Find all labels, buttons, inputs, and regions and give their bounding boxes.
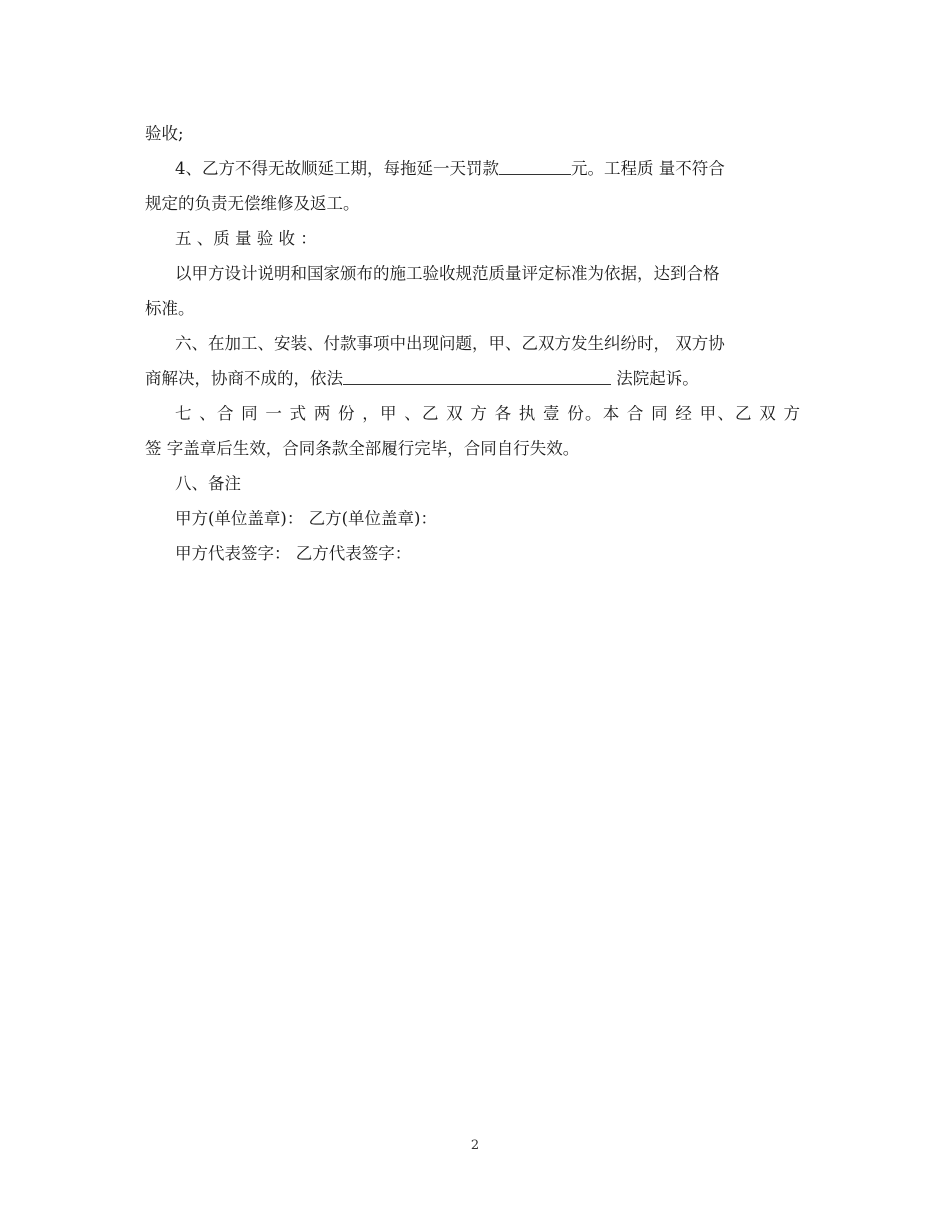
clause-4-text-cont: 元。工程质 量不符合	[571, 159, 725, 178]
text-line-1: 验收;	[145, 124, 184, 143]
section-6-pre: 商解决，协商不成的，依法	[145, 369, 343, 388]
section-5-text: 以甲方设计说明和国家颁布的施工验收规范质量评定标准为依据，达到合格	[175, 264, 720, 283]
clause-4-text: 4、乙方不得无故顺延工期，每拖延一天罚款	[175, 159, 499, 178]
section-6-post: 法院起诉。	[611, 369, 699, 388]
section-6-text: 六、在加工、安装、付款事项中出现问题，甲、乙双方发生纠纷时， 双方协	[175, 334, 725, 353]
section-8-heading: 八、备注	[175, 474, 241, 493]
court-name-blank	[343, 369, 611, 385]
section-7-text: 七 、合 同 一 式 两 份 ，甲 、乙 双 方 各 执 壹 份。本 合 同 经 甲、乙 双 方	[175, 404, 800, 423]
section-5-heading: 五 、质 量 验 收 ：	[175, 229, 317, 248]
text-line-6: 标准。	[145, 299, 195, 318]
clause-4-line	[145, 151, 800, 186]
page-number: 2	[470, 1138, 480, 1153]
penalty-amount-blank	[499, 159, 571, 175]
section-6-text-cont	[145, 361, 800, 396]
party-seal-line: 甲方(单位盖章)： 乙方(单位盖章)：	[175, 509, 437, 528]
party-signature-line: 甲方代表签字： 乙方代表签字：	[175, 544, 412, 563]
section-7-text-cont: 签 字盖章后生效，合同条款全部履行完毕，合同自行失效。	[145, 439, 580, 458]
document-body	[145, 116, 800, 571]
text-line-3: 规定的负责无偿维修及返工。	[145, 194, 360, 213]
